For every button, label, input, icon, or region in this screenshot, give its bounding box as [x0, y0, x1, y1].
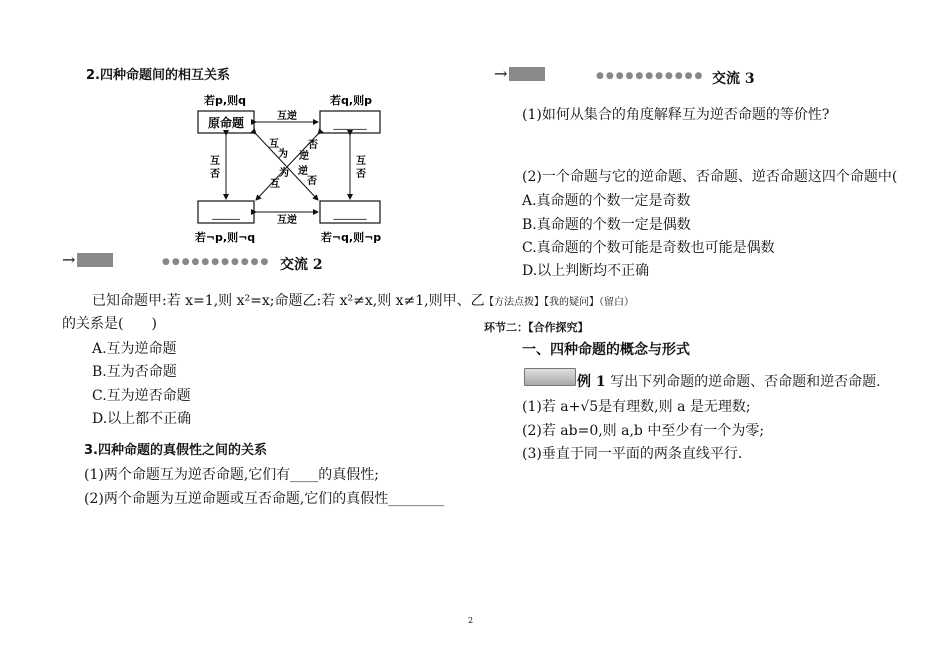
exchange3-title: 交流 3: [712, 71, 755, 87]
exchange2-marker: [62, 252, 113, 268]
q3-option-d: D.以上判断均不正确: [522, 263, 650, 279]
gray-block-icon: [77, 253, 113, 267]
arrow-icon: →: [494, 64, 508, 83]
edge-left-label-2: 否: [210, 169, 220, 180]
q2-option-a: A.互为逆命题: [92, 341, 177, 357]
gray-block-icon: [509, 67, 545, 81]
box-contrapositive-blank: ______: [333, 207, 367, 220]
q2-option-b: B.互为否命题: [92, 364, 177, 380]
exchange3-marker: [494, 66, 545, 82]
example-item-2: (2)若 ab=0,则 a,b 中至少有一个为零;: [522, 423, 765, 439]
caption-tl: 若p,则q: [204, 94, 246, 107]
caption-br: 若¬q,则¬p: [320, 231, 382, 244]
edge-top-label: 互逆: [277, 111, 297, 122]
example-item-3: (3)垂直于同一平面的两条直线平行.: [522, 446, 743, 462]
exchange2-title: 交流 2: [280, 257, 323, 273]
s3-line1: (1)两个命题互为逆否命题,它们有____的真假性;: [84, 467, 379, 483]
q2-line2: 的关系是( ): [62, 316, 157, 332]
dotted-leader: ●●●●●●●●●●●: [596, 71, 705, 81]
diag2-char-2: 逆: [299, 151, 309, 162]
caption-bl: 若¬p,则¬q: [194, 231, 256, 244]
q3-option-a: A.真命题的个数一定是奇数: [522, 193, 691, 209]
example-1-heading: [577, 371, 881, 391]
section2-title: 2.四种命题间的相互关系: [86, 68, 230, 83]
q3-part2: (2)一个命题与它的逆命题、否命题、逆否命题这四个命题中(: [522, 169, 898, 185]
box-original-label: 原命题: [207, 116, 245, 130]
diag1-char-2: 为: [278, 149, 288, 160]
edge-right-label-1: 互: [356, 156, 366, 167]
diag2-char-3: 为: [279, 168, 289, 179]
edge-left-label-1: 互: [210, 156, 220, 167]
box-inverse-blank: _____: [212, 207, 240, 220]
q3-option-b: B.真命题的个数一定是偶数: [522, 217, 691, 233]
s3-line2: (2)两个命题为互逆命题或互否命题,它们的真假性________: [84, 491, 445, 507]
q2-option-d: D.以上都不正确: [92, 411, 192, 427]
q3-option-c: C.真命题的个数可能是奇数也可能是偶数: [522, 240, 775, 256]
diag1-char-3: 逆: [298, 166, 308, 177]
caption-tr: 若q,则p: [330, 94, 372, 107]
q2-line1: 已知命题甲:若 x=1,则 x²=x;命题乙:若 x²≠x,则 x≠1,则甲、乙: [92, 293, 485, 309]
example-label: 例 1: [577, 374, 606, 390]
arrow-icon: →: [62, 250, 76, 269]
example-text: 写出下列命题的逆命题、否命题和逆否命题.: [605, 374, 881, 390]
diag1-char-4: 否: [307, 176, 317, 187]
edge-right-label-2: 否: [356, 169, 366, 180]
page-number: 2: [468, 616, 474, 625]
diag2-char-4: 互: [270, 179, 280, 190]
diag1-char-1: 互: [269, 139, 279, 150]
example-item-1: (1)若 a+√5是有理数,则 a 是无理数;: [522, 399, 751, 415]
diag2-char-1: 否: [308, 140, 318, 151]
q2-option-c: C.互为逆否命题: [92, 388, 191, 404]
dotted-leader: ●●●●●●●●●●●: [162, 257, 271, 267]
stage-line: 环节二：【合作探究】: [484, 321, 589, 334]
box-converse-blank: ______: [333, 117, 367, 130]
method-line: 【方法点拨】【我的疑问】（留白）: [484, 297, 634, 308]
edge-bottom-label: 互逆: [277, 215, 297, 226]
part1-title: 一、四种命题的概念与形式: [522, 342, 690, 358]
section3-title: 3.四种命题的真假性之间的关系: [84, 443, 267, 458]
q3-part1: (1)如何从集合的角度解释互为逆否命题的等价性?: [522, 107, 830, 123]
four-propositions-diagram: [190, 90, 390, 250]
example-marker-icon: [524, 368, 576, 386]
